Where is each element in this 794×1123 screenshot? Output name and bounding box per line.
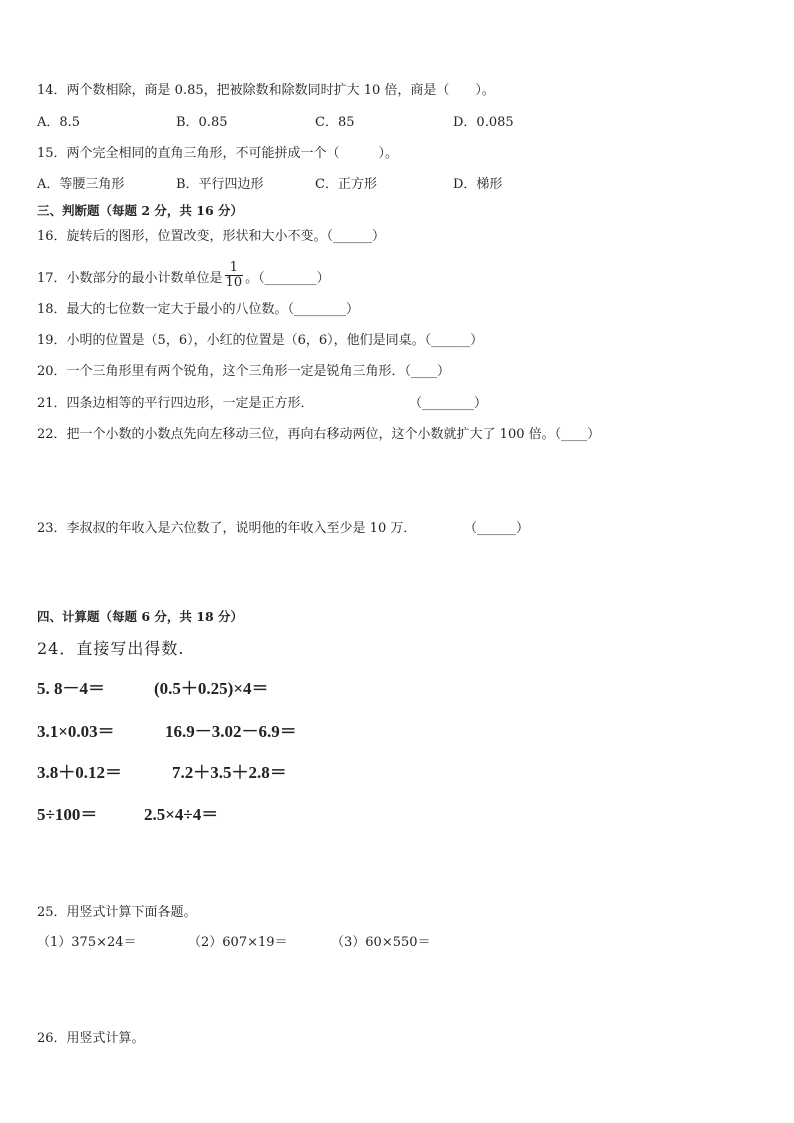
question-22: 22．把一个小数的小数点先向左移动三位，再向右移动两位，这个小数就扩大了 100 倍。（____） [37,427,601,442]
question-25: 25．用竖式计算下面各题。 [37,905,197,920]
question-15: 15．两个完全相同的直角三角形，不可能拼成一个（ ）。 [37,146,399,161]
q17-text: 17．小数部分的最小计数单位是 [37,271,223,286]
calc-row3-right: 7.2＋3.5＋2.8＝ [172,763,287,782]
question-20: 20．一个三角形里有两个锐角，这个三角形一定是锐角三角形．（____） [37,364,451,379]
calc-row4-right: 2.5×4÷4＝ [144,805,219,824]
question-14: 14．两个数相除，商是 0.85，把被除数和除数同时扩大 10 倍，商是（ ）。 [37,83,495,98]
calc-row3-left: 3.8＋0.12＝ [37,763,122,782]
question-19: 19．小明的位置是（5，6），小红的位置是（6，6），他们是同桌。（______） [37,333,484,348]
q14-option-c: C．85 [315,115,355,130]
q15-option-a: A．等腰三角形 [37,177,125,192]
question-26: 26．用竖式计算。 [37,1031,145,1046]
question-23: 23．李叔叔的年收入是六位数了，说明他的年收入至少是 10 万． [37,521,417,536]
calc-row2-right: 16.9－3.02－6.9＝ [165,722,297,741]
question-21: 21．四条边相等的平行四边形，一定是正方形． [37,396,314,411]
calc-row2-left: 3.1×0.03＝ [37,722,115,741]
q23-blank: （______） [464,521,530,536]
calc-row4-left: 5÷100＝ [37,805,98,824]
question-16: 16．旋转后的图形，位置改变，形状和大小不变。（______） [37,229,386,244]
fraction-numerator: 1 [225,261,244,276]
q14-option-d: D．0.085 [453,115,514,130]
question-24: 24．直接写出得数. [37,639,185,658]
q14-option-a: A．8.5 [37,115,81,130]
q25-part-3: （3）60×550＝ [331,935,431,950]
q15-option-d: D．梯形 [453,177,503,192]
q25-part-2: （2）607×19＝ [188,935,288,950]
fraction-denominator: 10 [225,275,243,290]
calc-row1-right: (0.5＋0.25)×4＝ [154,679,269,698]
question-18: 18．最大的七位数一定大于最小的八位数。（________） [37,302,360,317]
section-3-heading: 三、判断题（每题 2 分，共 16 分） [37,203,244,218]
q17-blank: 。（________） [245,271,330,286]
q15-option-b: B．平行四边形 [176,177,264,192]
q14-option-b: B．0.85 [176,115,228,130]
q15-option-c: C．正方形 [315,177,377,192]
q21-blank: （________） [409,396,488,411]
q25-part-1: （1）375×24＝ [37,935,137,950]
question-17 [37,260,330,293]
section-4-heading: 四、计算题（每题 6 分，共 18 分） [37,609,244,624]
fraction-one-tenth [225,261,244,290]
calc-row1-left: 5. 8－4＝ [37,679,105,698]
